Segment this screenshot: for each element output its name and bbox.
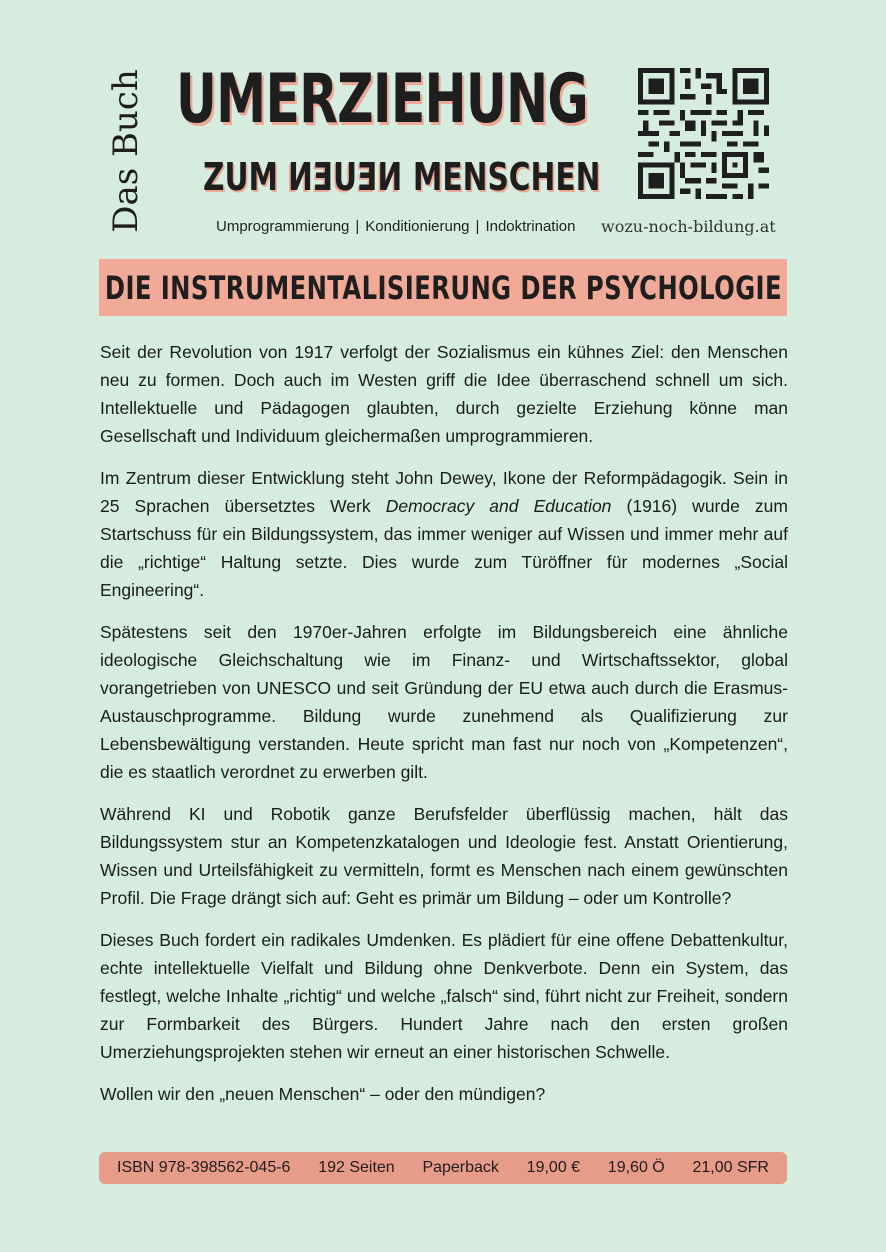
- paragraph: Dieses Buch fordert ein radikales Umdenken. Es plädiert für eine offene Debattenkultur, echte intellektuelle Vielfalt und Bildung ohne Denkverbote. Denn ein System, das festlegt, welche Inhalte „richtig“ und welche „falsch“ sind, führt nicht zur Freiheit, sondern zur Formbarkeit des Bürgers. Hundert Jahre nach den ersten großen Umerziehungsprojekten stehen wir erneut an einer historischen Schwelle.: [100, 930, 788, 1062]
- isbn: ISBN 978-398562-045-6: [117, 1159, 291, 1176]
- tag-item: Indoktrination: [485, 218, 576, 235]
- paragraph: Spätestens seit den 1970er-Jahren erfolgte im Bildungsbereich eine ähnliche ideologische Gleichschaltung wie im Finanz- und Wirtschaftssektor, global vorangetrieben von UNESCO und seit Gründung der EU etwa auch durch die Erasmus-Austauschprogramme. Bildung wurde zunehmend als Qualifizierung zur Lebensbewältigung verstanden. Heute spricht man fast nur noch von „Kompetenzen“, die es staatlich verordnet zu erwerben gilt.: [100, 622, 788, 782]
- qr-code-icon[interactable]: [638, 68, 769, 199]
- subtitle-mirrored-word: NEUEN: [288, 155, 403, 199]
- book-reference: Democracy and Education: [385, 496, 612, 516]
- price-at: 19,60 Ö: [607, 1159, 665, 1176]
- keyword-tags: [216, 218, 576, 235]
- tag-item: Umprogrammierung: [216, 218, 350, 235]
- book-info-bar: [99, 1152, 787, 1184]
- book-title: UMERZIEHUNG: [176, 60, 588, 139]
- subtitle-post: MENSCHEN: [402, 155, 601, 199]
- section-banner: [99, 259, 787, 316]
- closing-question: Wollen wir den „neuen Menschen“ – oder den mündigen?: [100, 1084, 546, 1104]
- paragraph: [100, 464, 788, 604]
- format: Paperback: [422, 1159, 499, 1176]
- book-subtitle: [203, 154, 600, 200]
- tag-separator: |: [355, 218, 360, 235]
- subtitle-pre: ZUM: [203, 155, 289, 199]
- page-count: 192 Seiten: [318, 1159, 395, 1176]
- vertical-label-text: Das Buch: [106, 69, 147, 233]
- vertical-label: [96, 62, 156, 240]
- paragraph-text: Im Zentrum dieser Entwicklung steht John Dewey, Ikone der Reformpädagogik. Sein in 25 Sprachen übersetztes Werk: [100, 468, 788, 516]
- tag-separator: |: [475, 218, 480, 235]
- paragraph-text: (1916) wurde zum Startschuss für ein Bildungssystem, das immer weniger auf Wissen und immer mehr auf die „richtige“ Haltung setzte. Dies wurde zum Türöffner für modernes „Social Engineering“.: [100, 496, 788, 600]
- price-ch: 21,00 SFR: [692, 1159, 769, 1176]
- paragraph: Während KI und Robotik ganze Berufsfelder überflüssig machen, hält das Bildungssystem stur an Kompetenzkatalogen und Ideologie fest. Anstatt Orientierung, Wissen und Urteilsfähigkeit zu vermitteln, formt es Menschen nach einem gewünschten Profil. Die Frage drängt sich auf: Geht es primär um Bildung – oder um Kontrolle?: [100, 804, 788, 908]
- tag-item: Konditionierung: [365, 218, 470, 235]
- price-de: 19,00 €: [526, 1159, 581, 1176]
- website-link[interactable]: wozu-noch-bildung.at: [601, 217, 776, 236]
- body-text: [100, 338, 788, 1122]
- banner-heading: DIE INSTRUMENTALISIERUNG DER PSYCHOLOGIE: [104, 268, 782, 307]
- paragraph: Seit der Revolution von 1917 verfolgt der Sozialismus ein kühnes Ziel: den Menschen neu zu formen. Doch auch im Westen griff die Idee überraschend schnell um sich. Intellektuelle und Pädagogen glaubten, durch gezielte Erziehung könne man Gesellschaft und Individuum gleichermaßen umprogrammieren.: [100, 342, 788, 446]
